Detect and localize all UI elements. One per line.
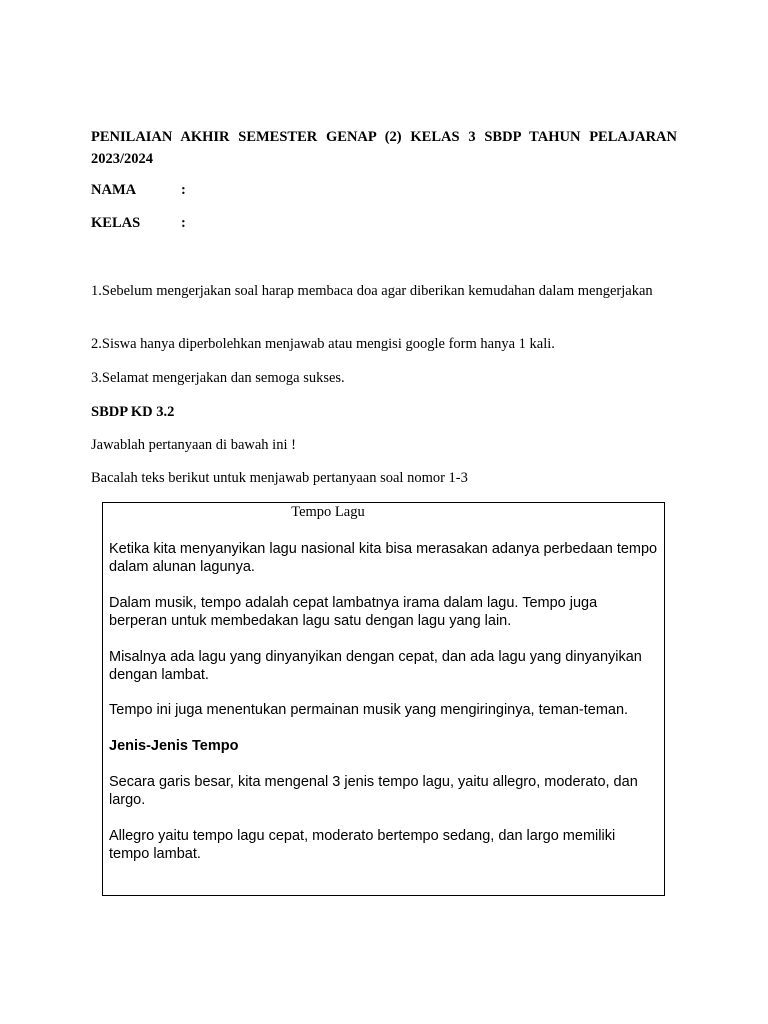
section-heading: SBDP KD 3.2 bbox=[91, 404, 175, 420]
page-title bbox=[91, 126, 677, 170]
reading-paragraph-2: Dalam musik, tempo adalah cepat lambatnya irama dalam lagu. Tempo juga berperan untuk membedakan lagu satu dengan lagu yang lain. bbox=[109, 595, 598, 629]
kelas-label: KELAS bbox=[91, 215, 141, 231]
reading-paragraph-5: Secara garis besar, kita mengenal 3 jenis tempo lagu, yaitu allegro, moderato, dan largo. bbox=[109, 774, 638, 808]
nama-separator: : bbox=[181, 182, 186, 198]
instruction-2: 2.Siswa hanya diperbolehkan menjawab atau mengisi google form hanya 1 kali. bbox=[91, 336, 555, 352]
reading-paragraph-1: Ketika kita menyanyikan lagu nasional kita bisa merasakan adanya perbedaan tempo dalam alunan lagunya. bbox=[109, 541, 658, 575]
reading-paragraph-3: Misalnya ada lagu yang dinyanyikan dengan cepat, dan ada lagu yang dinyanyikan dengan lambat. bbox=[109, 649, 642, 683]
instruction-1: 1.Sebelum mengerjakan soal harap membaca doa agar diberikan kemudahan dalam mengerjakan bbox=[91, 283, 653, 299]
title-line-1: PENILAIAN AKHIR SEMESTER GENAP (2) KELAS 3 SBDP TAHUN PELAJARAN bbox=[91, 129, 677, 145]
kelas-field bbox=[91, 213, 291, 233]
reading-subheading: Jenis-Jenis Tempo bbox=[109, 738, 239, 754]
reading-title: Tempo Lagu bbox=[291, 504, 365, 520]
reading-paragraph-6: Allegro yaitu tempo lagu cepat, moderato bertempo sedang, dan largo memiliki tempo lambat. bbox=[109, 828, 616, 862]
title-line-2: 2023/2024 bbox=[91, 151, 154, 167]
kelas-separator: : bbox=[181, 215, 186, 231]
reading-prompt: Bacalah teks berikut untuk menjawab pertanyaan soal nomor 1-3 bbox=[91, 470, 468, 486]
instruction-3: 3.Selamat mengerjakan dan semoga sukses. bbox=[91, 370, 345, 386]
nama-label: NAMA bbox=[91, 182, 137, 198]
reading-text-box bbox=[102, 502, 665, 896]
nama-field bbox=[91, 180, 291, 200]
reading-paragraph-4: Tempo ini juga menentukan permainan musik yang mengiringinya, teman-teman. bbox=[109, 702, 629, 718]
question-prompt: Jawablah pertanyaan di bawah ini ! bbox=[91, 437, 296, 453]
